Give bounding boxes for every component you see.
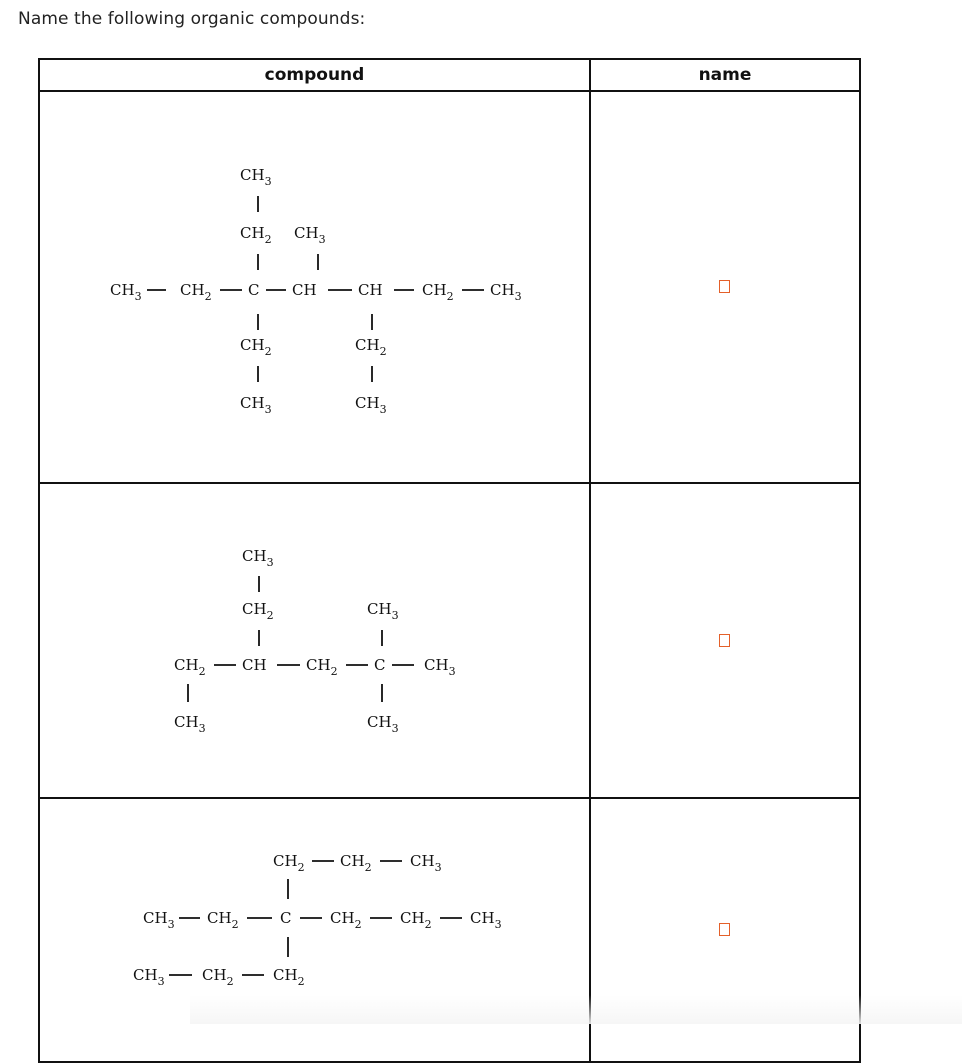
group-ch3: $CH_3$ bbox=[367, 600, 399, 622]
structural-formula-3 bbox=[40, 799, 589, 1061]
group-ch2: $CH_2$ bbox=[207, 909, 239, 931]
answer-input-1[interactable] bbox=[719, 280, 730, 293]
group-ch3: $CH_3$ bbox=[367, 713, 399, 735]
group-ch3: $CH_3$ bbox=[240, 166, 272, 188]
table-row bbox=[39, 91, 860, 483]
group-ch2: $CH_2$ bbox=[355, 336, 387, 358]
group-ch2: $CH_2$ bbox=[273, 852, 305, 874]
group-ch2: $CH_2$ bbox=[174, 656, 206, 678]
group-ch3: $CH_3$ bbox=[133, 966, 165, 988]
group-c: C bbox=[374, 656, 386, 674]
header-compound: compound bbox=[39, 59, 590, 91]
name-cell-3 bbox=[590, 798, 860, 1062]
answer-input-2[interactable] bbox=[719, 634, 730, 647]
group-ch2: $CH_2$ bbox=[273, 966, 305, 988]
name-cell-2 bbox=[590, 483, 860, 798]
name-cell-1 bbox=[590, 91, 860, 483]
group-ch3: $CH_3$ bbox=[143, 909, 175, 931]
table-row bbox=[39, 798, 860, 1062]
compounds-table bbox=[38, 58, 861, 1063]
instructions-text: Name the following organic compounds: bbox=[18, 9, 366, 29]
group-ch2: $CH_2$ bbox=[306, 656, 338, 678]
group-ch2: $CH_2$ bbox=[240, 224, 272, 246]
group-ch2: $CH_2$ bbox=[202, 966, 234, 988]
group-ch: CH bbox=[242, 656, 267, 674]
group-c: C bbox=[248, 281, 260, 299]
compound-cell-2 bbox=[39, 483, 590, 798]
header-name: name bbox=[590, 59, 860, 91]
structural-formula-2 bbox=[40, 484, 589, 797]
group-ch2: $CH_2$ bbox=[400, 909, 432, 931]
group-ch3: $CH_3$ bbox=[470, 909, 502, 931]
group-ch2: $CH_2$ bbox=[180, 281, 212, 303]
compound-cell-3 bbox=[39, 798, 590, 1062]
group-ch3: $CH_3$ bbox=[355, 394, 387, 416]
group-ch3: $CH_3$ bbox=[294, 224, 326, 246]
group-ch2: $CH_2$ bbox=[242, 600, 274, 622]
group-ch3: $CH_3$ bbox=[490, 281, 522, 303]
compound-cell-1 bbox=[39, 91, 590, 483]
group-ch3: $CH_3$ bbox=[174, 713, 206, 735]
group-ch2: $CH_2$ bbox=[422, 281, 454, 303]
table-row bbox=[39, 483, 860, 798]
answer-input-3[interactable] bbox=[719, 923, 730, 936]
group-ch3: $CH_3$ bbox=[242, 547, 274, 569]
group-ch2: $CH_2$ bbox=[240, 336, 272, 358]
group-ch2: $CH_2$ bbox=[330, 909, 362, 931]
group-ch3: $CH_3$ bbox=[240, 394, 272, 416]
group-ch: CH bbox=[358, 281, 383, 299]
group-c: C bbox=[280, 909, 292, 927]
group-ch3: $CH_3$ bbox=[424, 656, 456, 678]
group-ch3: $CH_3$ bbox=[110, 281, 142, 303]
group-ch: CH bbox=[292, 281, 317, 299]
header-row bbox=[39, 59, 860, 91]
structural-formula-1 bbox=[40, 92, 589, 482]
group-ch2: $CH_2$ bbox=[340, 852, 372, 874]
group-ch3: $CH_3$ bbox=[410, 852, 442, 874]
